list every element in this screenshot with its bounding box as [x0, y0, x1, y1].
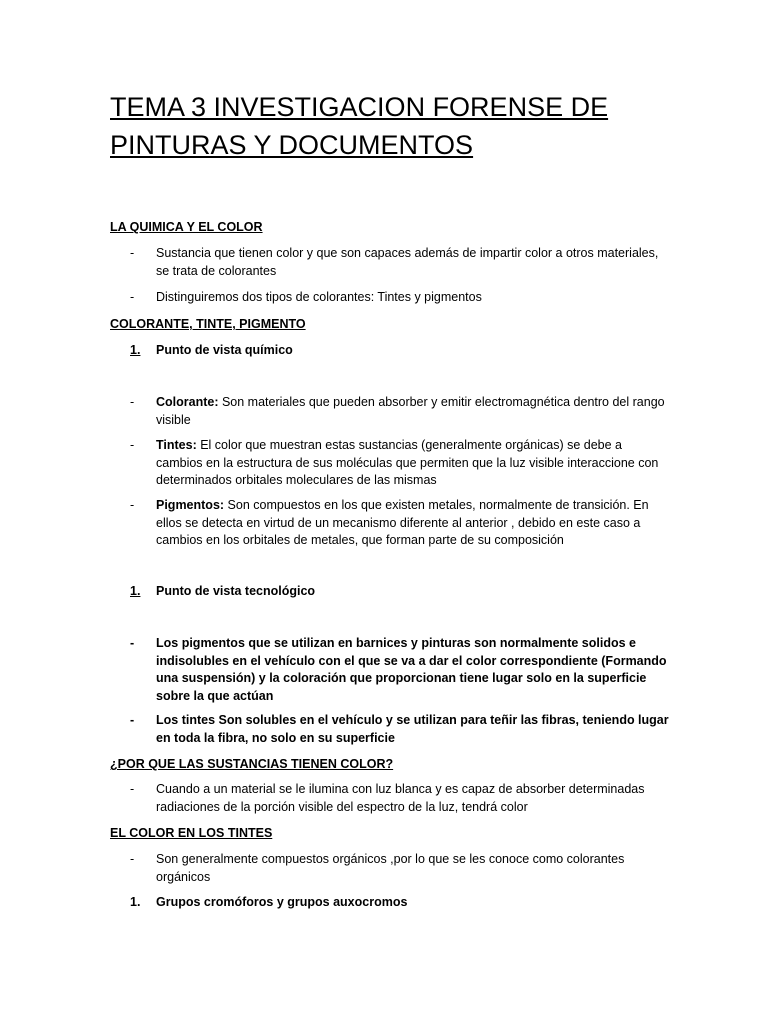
list-item [130, 245, 670, 280]
list-item [130, 781, 670, 816]
list-item-text: Son generalmente compuestos orgánicos ,por lo que se les conoce como colorantes orgánicos [156, 852, 625, 884]
term-label: Pigmentos: [156, 498, 225, 512]
list-item [130, 712, 670, 747]
numbered-item [130, 894, 670, 912]
bullet-dash: - [130, 713, 135, 727]
list-item-text: Los tintes Son solubles en el vehículo y se utilizan para teñir las fibras, teniendo lugar en toda la fibra, no solo en su superficie [156, 713, 669, 745]
term-label: Tintes: [156, 438, 197, 452]
section-heading-color-tintes: EL COLOR EN LOS TINTES [110, 826, 273, 840]
list-item [130, 289, 670, 307]
section-heading-colorante: COLORANTE, TINTE, PIGMENTO [110, 317, 306, 331]
numbered-item-text: Grupos cromóforos y grupos auxocromos [156, 895, 408, 909]
list-item-text: Sustancia que tienen color y que son capaces además de impartir color a otros materiales, se trata de colorantes [156, 246, 659, 278]
document-title: TEMA 3 INVESTIGACION FORENSE DE PINTURAS Y DOCUMENTOS [110, 92, 609, 160]
list-item [130, 394, 670, 429]
bullet-dash: - [130, 636, 135, 650]
list-item [130, 437, 670, 490]
list-item [130, 851, 670, 886]
bullet-dash: - [130, 290, 135, 304]
bullet-dash: - [130, 246, 135, 260]
list-item-text: Distinguiremos dos tipos de colorantes: Tintes y pigmentos [156, 290, 482, 304]
numbered-item [130, 583, 670, 601]
numbered-item [130, 342, 670, 360]
bullet-dash: - [130, 498, 135, 512]
numbered-item-text: Punto de vista tecnológico [156, 584, 316, 598]
list-item-text: Cuando a un material se le ilumina con luz blanca y es capaz de absorber determinadas radiaciones de la porción visible del espectro de la luz, tendrá color [156, 782, 645, 814]
section-heading-por-que: ¿POR QUE LAS SUSTANCIAS TIENEN COLOR? [110, 757, 394, 771]
bullet-dash: - [130, 395, 135, 409]
number-marker: 1. [130, 343, 141, 357]
term-label: Colorante: [156, 395, 219, 409]
list-item-text [156, 437, 670, 490]
numbered-item-text: Punto de vista químico [156, 343, 293, 357]
list-item [130, 497, 670, 550]
term-description: Son materiales que pueden absorber y emitir electromagnética dentro del rango visible [156, 395, 665, 427]
number-marker: 1. [130, 895, 141, 909]
bullet-dash: - [130, 852, 135, 866]
list-item-text: Los pigmentos que se utilizan en barnices y pinturas son normalmente solidos e indisolubles en el vehículo con el que se va a dar el color correspondiente (Formando una suspensión) y la coloración que proporcionan tiene lugar solo en la superficie sobre la que actúan [156, 636, 667, 703]
bullet-dash: - [130, 782, 135, 796]
section-heading-quimica-color: LA QUIMICA Y EL COLOR [110, 220, 263, 234]
bullet-dash: - [130, 438, 135, 452]
list-item-text [156, 497, 670, 550]
term-description: Son compuestos en los que existen metales, normalmente de transición. En ellos se detecta en virtud de un mecanismo diferente al anterior , debido en este caso a cambios en los orbitales de metales, que forman parte de su composición [156, 498, 649, 547]
number-marker: 1. [130, 584, 141, 598]
list-item [130, 635, 670, 705]
list-item-text [156, 394, 670, 429]
term-description: El color que muestran estas sustancias (generalmente orgánicas) se debe a cambios en la estructura de sus moléculas que permiten que la luz visible interaccione con determinados orbitales moleculares de las mismas [156, 438, 659, 487]
